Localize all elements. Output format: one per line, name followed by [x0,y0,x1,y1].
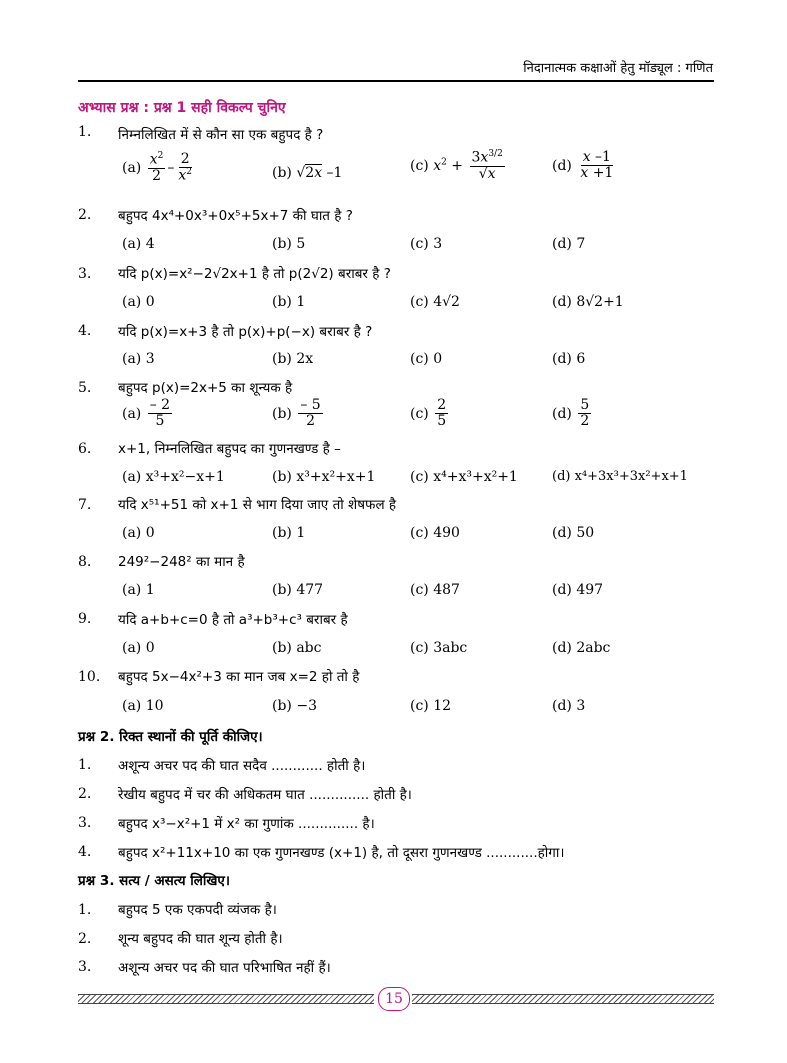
option-a: (a) 1 [122,582,155,598]
option-d: (d) 6 [552,351,586,367]
option-d: (d) 497 [552,582,604,598]
question-text: यदि p(x)=x²−2√2x+1 है तो p(2√2) बराबर है ? [118,266,391,282]
option-c: (c) $x^2$ + $\frac{3x^{3/2}}{√x}$ [410,149,503,183]
question-text: बहुपद p(x)=2x+5 का शून्यक है [118,380,293,396]
question-number: 10. [78,669,101,685]
option-c: (c) x⁴+x³+x²+1 [410,469,518,485]
option-b: (b) 5 [272,236,306,252]
option-a: (a) 10 [122,698,164,714]
question-text: बहुपद 5x−4x²+3 का मान जब x=2 हो तो है [118,669,360,685]
item-text: अशून्य अचर पद की घात सदैव ............ होती है। [118,758,366,774]
question-number: 3. [78,266,92,282]
option-d: (d) 7 [552,236,586,252]
option-c: (c) 3abc [410,640,468,656]
option-b: (b) abc [272,640,322,656]
question-text: x+1, निम्नलिखित बहुपद का गुणनखण्ड है – [118,441,341,457]
question-number: 6. [78,441,92,457]
option-d: (d) 8√2+1 [552,294,624,310]
question-text: बहुपद 4x⁴+0x³+0x⁵+5x+7 की घात है ? [118,208,353,224]
page-number: 15 [378,987,410,1011]
option-a: (a) 4 [122,236,155,252]
option-a: (a) 0 [122,525,155,541]
option-a: (a) 0 [122,294,155,310]
item-number: 3. [78,959,92,975]
question-text: निम्नलिखित में से कौन सा एक बहुपद है ? [118,127,324,143]
option-d: (d) $\frac{5}{2}$ [552,397,590,430]
option-a: (a) $\frac{x^2}{2}$ – $\frac{2}{x^2}$ [122,151,193,185]
option-b: (b) −3 [272,698,317,714]
item-number: 4. [78,844,92,860]
question-number: 7. [78,497,92,513]
question-text: यदि a+b+c=0 है तो a³+b³+c³ बराबर है [118,612,348,628]
option-b: (b) 477 [272,582,324,598]
option-d: (d) $\frac{x -1}{x +1}$ [552,149,614,182]
item-text: अशून्य अचर पद की घात परिभाषित नहीं हैं। [118,960,331,976]
option-b: (b) √2x –1 [272,165,343,181]
item-text: रेखीय बहुपद में चर की अधिकतम घात .............. होती है। [118,787,412,803]
item-number: 3. [78,815,92,831]
question-text: यदि x⁵¹+51 को x+1 से भाग दिया जाए तो शेषफल है [118,497,397,513]
question-number: 5. [78,380,92,396]
option-d: (d) 50 [552,525,595,541]
item-number: 2. [78,786,92,802]
option-c: (c) $\frac{2}{5}$ [410,397,447,430]
option-a: (a) 0 [122,640,155,656]
question-number: 9. [78,611,92,627]
item-number: 1. [78,902,92,918]
option-b: (b) 1 [272,525,306,541]
question-number: 8. [78,554,92,570]
item-text: बहुपद x³−x²+1 में x² का गुणांक .............. है। [118,816,375,832]
section-2-title: प्रश्न 2. रिक्त स्थानों की पूर्ति कीजिए। [78,729,263,745]
question-text: 249²−248² का मान है [118,554,245,570]
question-number: 2. [78,207,92,223]
option-c: (c) 487 [410,582,460,598]
option-c: (c) 3 [410,236,443,252]
section-3-title: प्रश्न 3. सत्य / असत्य लिखिए। [78,873,231,889]
option-a: (a) x³+x²−x+1 [122,469,225,485]
item-number: 2. [78,931,92,947]
option-c: (c) 0 [410,351,443,367]
option-b: (b) x³+x²+x+1 [272,469,376,485]
item-number: 1. [78,757,92,773]
header-rule [78,80,714,82]
option-a: (a) $\frac{- 2}{5}$ [122,397,171,430]
option-b: (b) 2x [272,351,314,367]
question-text: यदि p(x)=x+3 है तो p(x)+p(−x) बराबर है ? [118,324,373,340]
running-header: निदानात्मक कक्षाओं हेतु मॉड्यूल : गणित [523,61,713,76]
option-b: (b) 1 [272,294,306,310]
option-d: (d) 2abc [552,640,611,656]
option-c: (c) 4√2 [410,294,460,310]
option-b: (b) $\frac{- 5}{2}$ [272,397,321,430]
footer-ornament-right [412,994,714,1004]
item-text: बहुपद x²+11x+10 का एक गुणनखण्ड (x+1) है, तो दूसरा गुणनखण्ड ............होगा। [118,845,565,861]
section-1-title: अभ्यास प्रश्न : प्रश्न 1 सही विकल्प चुनिए [78,100,286,116]
item-text: शून्य बहुपद की घात शून्य होती है। [118,931,283,947]
option-d: (d) 3 [552,698,586,714]
option-c: (c) 490 [410,525,460,541]
footer-ornament-left [78,994,374,1004]
question-number: 1. [78,124,92,140]
option-a: (a) 3 [122,351,155,367]
option-c: (c) 12 [410,698,452,714]
question-number: 4. [78,323,92,339]
option-d: (d) x⁴+3x³+3x²+x+1 [552,469,688,484]
item-text: बहुपद 5 एक एकपदी व्यंजक है। [118,902,277,918]
